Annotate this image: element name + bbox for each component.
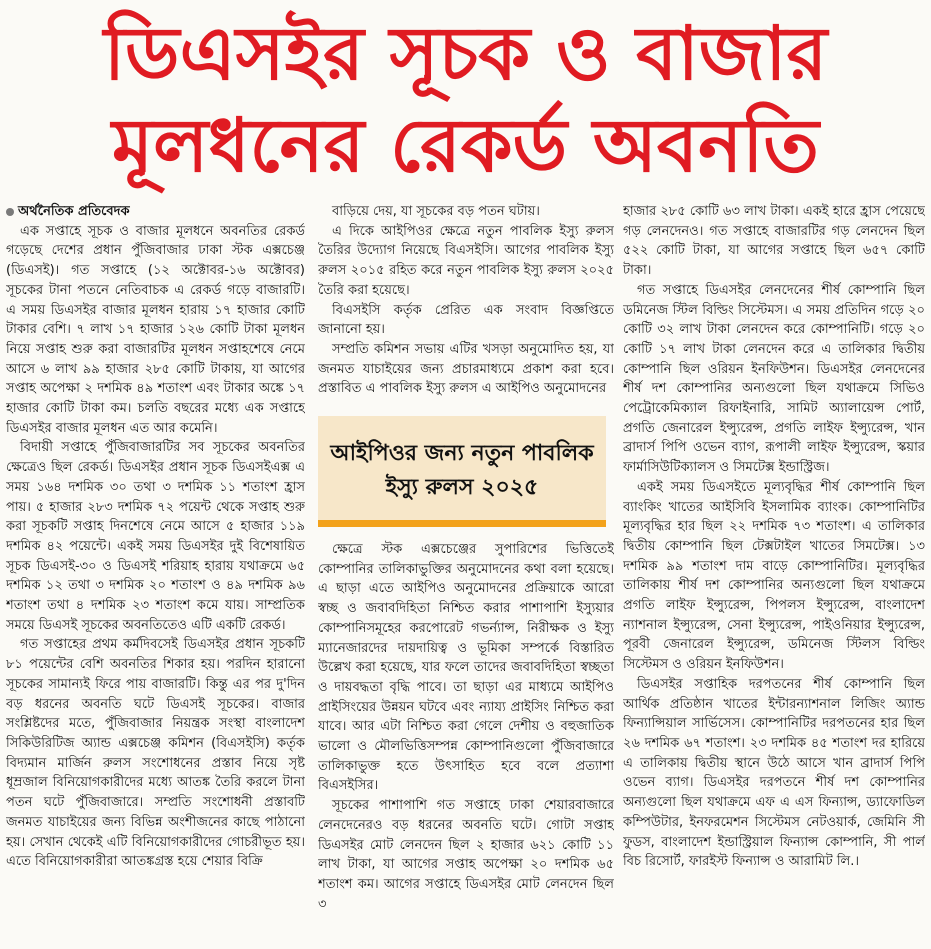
paragraph: ডিএসইর সপ্তাহিক দরপতনের শীর্ষ কোম্পানি ছিল আর্থিক প্রতিষ্ঠান খাতের ইন্টারন্যাশনাল লিজিং অ্যান্ড ফিন্যান্সিয়াল সার্ভিসেস। কোম্পানিটির দরপতনের হার ছিল ২৬ দশমিক ৬৭ শতাংশ। ২৩ দশমিক ৪৫ শতাংশ দর হারিয়ে এ তালিকায় দ্বিতীয় স্থানে উঠে আসে খান ব্রাদার্স পিপি ওভেন ব্যাগ। ডিএসইর দরপতনে শীর্ষ দশ কোম্পানির অন্যগুলো ছিল যথাক্রমে এফ এ এস ফিন্যান্স, ড্যাফোডিল কম্পিউটার, ইনফরমেশন সিস্টেমস নেটওয়ার্ক, জেমিনি সী ফুডস, বাংলাদেশ ইন্ডাস্ট্রিয়াল ফিন্যান্স কোম্পানি, সী পার্ল বিচ রিসোর্ট, ফারইস্ট ফিন্যান্স ও আরামিট লি.। [623,676,925,870]
paragraph: গত সপ্তাহে ডিএসইর লেনদেনের শীর্ষ কোম্পানি ছিল ডমিনেজ স্টিল বিল্ডিং সিস্টেমস। এ সময় প্রতিদিন গড়ে ২০ কোটি ৩২ লাখ টাকা লেনদেন করে কোম্পানিটি। গড়ে ২০ কোটি ১৭ লাখ টাকা লেনদেন করে এ তালিকার দ্বিতীয় কোম্পানি ছিল ওরিয়ন ইনফিউশন। ডিএসইর লেনদেনের শীর্ষ দশ কোম্পানির অন্যগুলো ছিল যথাক্রমে সিভিও পেট্রোকেমিক্যাল রিফাইনারি, সামিট অ্যালায়েন্স পোর্ট, প্রগতি জেনারেল ইন্স্যুরেন্স, প্রগতি লাইফ ইন্স্যুরেন্স, খান ব্রাদার্স পিপি ওভেন ব্যাগ, রূপালী লাইফ ইন্স্যুরেন্স, স্কয়ার ফার্মাসিউটিক্যালস ও সিমটেক্স ইন্ডাস্ট্রিজ। [623,282,925,476]
article-column-3 [623,202,925,947]
headline [0,0,931,196]
headline-line-1: ডিএসইর সূচক ও বাজার [103,11,828,97]
paragraph: বিদায়ী সপ্তাহে পুঁজিবাজারটির সব সূচকের অবনতির ক্ষেত্রেও ছিল রেকর্ড। ডিএসইর প্রধান সূচক ডিএসইএক্স এ সময় ১৬৪ দশমিক ৩০ তথা ৩ দশমিক ১১ শতাংশ হ্রাস পায়। ৫ হাজার ২৮৩ দশমিক ৭২ পয়েন্ট থেকে সপ্তাহ শুরু করা সূচকটি সপ্তাহ দিনশেষে নেমে আসে ৫ হাজার ১১৯ দশমিক ৪২ পয়েন্টে। একই সময় ডিএসইর দুই বিশেষায়িত সূচক ডিএসই-৩০ ও ডিএসই শরিয়াহ হারায় যথাক্রমে ৬৫ দশমিক ১২ তথা ৩ দশমিক ২০ শতাংশ ও ৪৯ দশমিক ৯৬ শতাংশ তথা ৪ দশমিক ২৩ শতাংশ কমে যায়। সাম্প্রতিক সময়ে ডিএসই সূচকের অবনতিতেও এটি একটি রেকর্ড। [6,440,305,633]
pull-quote-box [318,416,606,527]
byline [6,202,305,222]
paragraph: এক সপ্তাহে সূচক ও বাজার মূলধনে অবনতির রেকর্ড গড়েছে দেশের প্রধান পুঁজিবাজার ঢাকা স্টক এক্সচেঞ্জ (ডিএসই)। গত সপ্তাহে (১২ অক্টোবর-১৬ অক্টোবর) সূচকের টানা পতনে নেতিবাচক এ রেকর্ড গড়ে বাজারটি। এ সময় ডিএসইর বাজার মূলধন হারায় ১৭ হাজার কোটি টাকার বেশি। ৭ লাখ ১৭ হাজার ১২৬ কোটি টাকা মূলধন নিয়ে সপ্তাহ শুরু করা বাজারটির মূলধন সপ্তাহশেষে নেমে আসে ৬ লাখ ৯৯ হাজার ২৮৫ কোটি টাকায়, যা আগের সপ্তাহ অপেক্ষা ২ দশমিক ৪৯ শতাংশ এবং টাকার অঙ্কে ১৭ হাজার কোটি টাকা কম। চলতি বছরের মধ্যে এক সপ্তাহে ডিএসইর বাজার মূলধন এত আর কমেনি। [6,223,305,436]
paragraph: ক্ষেত্রে স্টক এক্সচেঞ্জের সুপারিশের ভিত্তিতেই কোম্পানির তালিকাভুক্তির অনুমোদনের কথা বলা হয়েছে। এ ছাড়া এতে আইপিও অনুমোদনের প্রক্রিয়াকে আরো স্বচ্ছ ও জবাবদিহিতা নিশ্চিত করার পাশাপাশি ইস্যুয়ার কোম্পানিসমূহের করপোরেট গভর্ন্যান্স, নিরীক্ষক ও ইস্যু ম্যানেজারদের দায়দায়িত্ব ও ভূমিকা সম্পর্কে বিস্তারিত উল্লেখ করা হয়েছে, যার ফলে তাদের জবাবদিহিতা স্বচ্ছতা ও দায়বদ্ধতা বৃদ্ধি পাবে। তা ছাড়া এর মাধ্যমে আইপিও প্রাইসিংয়ের উন্নয়ন ঘটবে এবং ন্যায্য প্রাইসিং নিশ্চিত করা যাবে। আর এটা নিশ্চিত করা গেলে দেশীয় ও বহুজাতিক ভালো ও মৌলভিত্তিসম্পন্ন কোম্পানিগুলো পুঁজিবাজারে তালিকাভুক্ত হতে উৎসাহিত হবে বলে প্রত্যাশা বিএসইসির। [318,542,614,794]
pull-quote-line-1: আইপিওর জন্য নতুন পাবলিক [330,441,594,466]
article-column-1 [6,202,305,947]
paragraph: একই সময় ডিএসইতে মূল্যবৃদ্ধির শীর্ষ কোম্পানি ছিল ব্যাংকিং খাতের আইসিবি ইসলামিক ব্যাংক। কোম্পানিটির মূল্যবৃদ্ধির হার ছিল ২২ দশমিক ৭৩ শতাংশ। এ তালিকার দ্বিতীয় কোম্পানি ছিল টেক্সটাইল খাতের সিমটেক্স। ১৩ দশমিক ৯৯ শতাংশ দাম বাড়ে কোম্পানিটির। মূল্যবৃদ্ধির তালিকায় শীর্ষ দশ কোম্পানির অন্যগুলো ছিল যথাক্রমে প্রগতি লাইফ ইন্স্যুরেন্স, পিপলস ইন্স্যুরেন্স, বাংলাদেশ ন্যাশনাল ইন্স্যুরেন্স, সেনা ইন্স্যুরেন্স, পাইওনিয়ার ইন্স্যুরেন্স, পূরবী জেনারেল ইন্স্যুরেন্স, ডমিনেজ স্টিলস বিল্ডিং সিস্টেমস ও ওরিয়ন ইনফিউশন। [623,479,925,673]
paragraph: হাজার ২৮৫ কোটি ৬৩ লাখ টাকা। একই হারে হ্রাস পেয়েছে গড় লেনদেনও। গত সপ্তাহে বাজারটির গড় লেনদেন ছিল ৫২২ কোটি টাকা, যা আগের সপ্তাহে ছিল ৬৫৭ কোটি টাকা। [623,204,925,279]
paragraph: সম্প্রতি কমিশন সভায় এটির খসড়া অনুমোদিত হয়, যা জনমত যাচাইয়ের জন্য প্রচারমাধ্যমে প্রকাশ করা হবে। প্রস্তাবিত এ পাবলিক ইস্যু রুলস এ আইপিও অনুমোদনের [318,341,614,397]
article-column-2-top [318,202,614,402]
bullet-icon [6,208,14,216]
article-column-2-bottom [318,540,614,945]
paragraph: বাড়িয়ে দেয়, যা সূচকের বড় পতন ঘটায়। [332,204,540,219]
byline-text: অর্থনৈতিক প্রতিবেদক [18,204,130,219]
paragraph: গত সপ্তাহের প্রথম কর্মদিবসেই ডিএসইর প্রধান সূচকটি ৮১ পয়েন্টের বেশি অবনতির শিকার হয়। পরদিন হারানো সূচকের সামান্যই ফিরে পায় বাজারটি। কিন্তু এর পর দু'দিন বড় ধরনের অবনতি ঘটে ডিএসই সূচকের। বাজার সংশ্লিষ্টদের মতে, পুঁজিবাজার নিয়ন্ত্রক সংস্থা বাংলাদেশ সিকিউরিটিজ অ্যান্ড এক্সচেঞ্জ কমিশন (বিএসইসি) কর্তৃক বিদ্যমান মার্জিন রুলস সংশোধনের প্রস্তাব নিয়ে সৃষ্ট ধূম্রজাল বিনিয়োগকারীদের মধ্যে আতঙ্ক তৈরি করলে টানা পতন ঘটে পুঁজিবাজারে। সম্প্রতি সংশোধনী প্রস্তাবটি জনমত যাচাইয়ের জন্য বিভিন্ন অংশীজনের কাছে পাঠানো হয়। সেখান থেকেই এটি বিনিয়োগকারীদের গোচরীভূত হয়। এতে বিনিয়োগকারীরা আতঙ্কগ্রস্ত হয়ে শেয়ার বিক্রি [6,637,305,870]
paragraph: বিএসইসি কর্তৃক প্রেরিত এক সংবাদ বিজ্ঞপ্তিতে জানানো হয়। [318,302,614,338]
headline-line-2: মূলধনের রেকর্ড অবনতি [112,103,819,189]
paragraph: সূচকের পাশাপাশি গত সপ্তাহে ঢাকা শেয়ারবাজারে লেনদেনেরও বড় ধরনের অবনতি ঘটে। গোটা সপ্তাহ ডিএসইর মোট লেনদেন ছিল ২ হাজার ৬২১ কোটি ১১ লাখ টাকা, যা আগের সপ্তাহ অপেক্ষা ২০ দশমিক ৬৫ শতাংশ কম। আগের সপ্তাহে ডিএসইর মোট লেনদেন ছিল ৩ [318,798,614,912]
paragraph: এ দিকে আইপিওর ক্ষেত্রে নতুন পাবলিক ইস্যু রুলস তৈরির উদ্যোগ নিয়েছে বিএসইসি। আগের পাবলিক ইস্যু রুলস ২০১৫ রহিত করে নতুন পাবলিক ইস্যু রুলস ২০২৫ তৈরি করা হয়েছে। [318,223,614,298]
pull-quote-line-2: ইস্যু রুলস ২০২৫ [385,475,539,500]
